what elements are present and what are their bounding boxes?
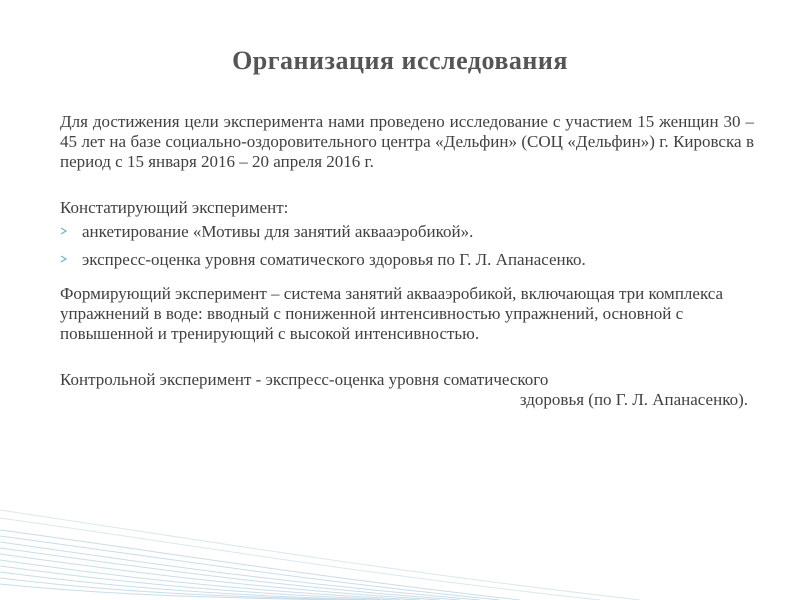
wave-decoration [0, 470, 800, 600]
forming-paragraph: Формирующий эксперимент – система занятий аквааэробикой, включающая три комплекса упражнений в воде: вводный с пониженной интенсивностью упражнений, основной с повышенной и тренирующий с высокой интенсивностью. [60, 284, 724, 343]
ascertaining-heading: Констатирующий эксперимент: [60, 198, 289, 217]
control-line-1: Контрольной эксперимент - экспресс-оценка уровня соматического [60, 370, 549, 389]
ascertaining-list [60, 222, 754, 270]
slide-title: Организация исследования [232, 46, 568, 75]
slide-content [60, 112, 754, 410]
bullet-icon [60, 255, 68, 263]
list-item [60, 222, 754, 242]
intro-paragraph: Для достижения цели эксперимента нами проведено исследование с участием 15 женщин 30 – 45 лет на базе социально-оздоровительного центра «Дельфин» (СОЦ «Дельфин») г. Кировска в период с 15 января 2016 – 20 апреля 2016 г. [60, 112, 754, 171]
control-line-2: здоровья (по Г. Л. Апанасенко). [519, 390, 748, 409]
bullet-icon [60, 227, 68, 235]
list-item [60, 250, 754, 270]
list-item-text: экспресс-оценка уровня соматического здоровья по Г. Л. Апанасенко. [82, 250, 586, 269]
list-item-text: анкетирование «Мотивы для занятий аквааэробикой». [82, 222, 474, 241]
